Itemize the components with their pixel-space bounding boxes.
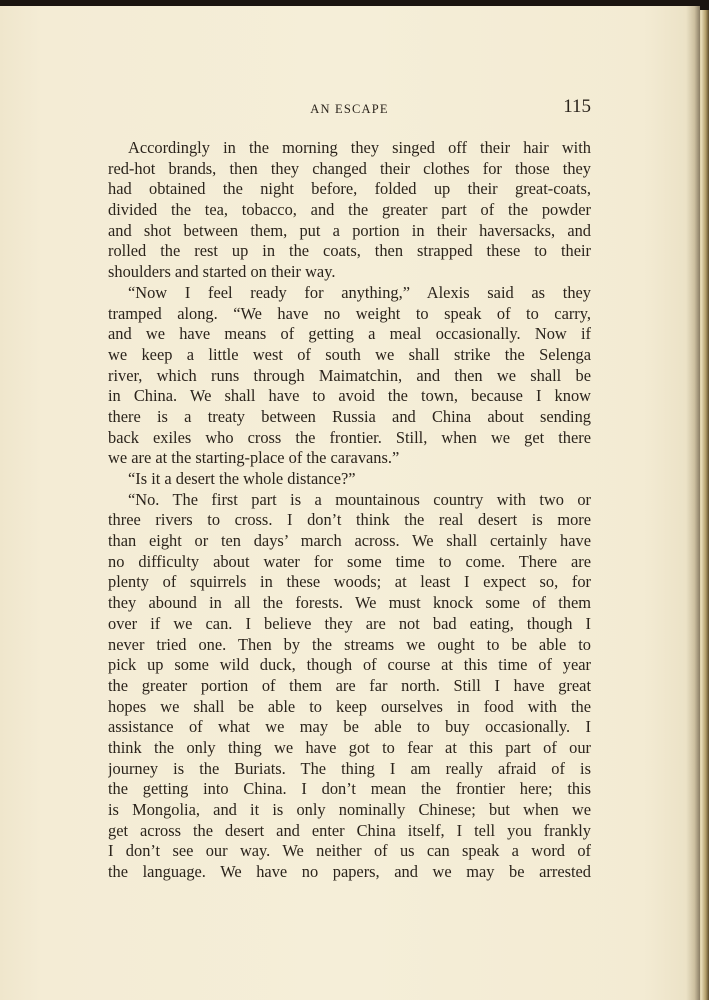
text-line: never tried one. Then by the streams we ought to be able to [108,634,591,654]
text-line: “Is it a desert the whole distance?” [128,469,356,488]
text-line: plenty of squirrels in these woods; at least I expect so, for [108,572,591,592]
text-line: in China. We shall have to avoid the town, because I know [108,386,591,406]
text-line: tramped along. “We have no weight to speak of to carry, [108,303,591,323]
text-line: the language. We have no papers, and we may be arrested [108,862,591,882]
text-line: no difficulty about water for some time to come. There are [108,551,591,571]
text-line: Accordingly in the morning they singed off their hair with [128,138,591,157]
text-line: back exiles who cross the frontier. Still, when we get there [108,427,591,447]
text-line: the getting into China. I don’t mean the frontier here; this [108,779,591,799]
text-line: and we have means of getting a meal occasionally. Now if [108,324,591,344]
page-number: 115 [563,96,591,117]
text-line: is Mongolia, and it is only nominally Chinese; but when we [108,800,591,819]
text-line: than eight or ten days’ march across. We shall certainly have [108,531,591,551]
text-line: there is a treaty between Russia and China about sending [108,406,591,426]
text-line: river, which runs through Maimatchin, and then we shall be [108,365,591,385]
page-header [108,94,591,124]
text-line: assistance of what we may be able to buy occasionally. I [108,717,591,737]
text-line: they abound in all the forests. We must knock some of them [108,593,591,613]
text-line: the greater portion of them are far north. Still I have great [108,675,591,695]
text-line: “No. The first part is a mountainous country with two or [128,489,591,509]
text-line: had obtained the night before, folded up their great-coats, [108,179,591,199]
book-page [0,6,700,1000]
text-line: we are at the starting-place of the caravans.” [108,448,400,468]
text-line: shoulders and started on their way. [108,262,336,282]
text-line: hopes we shall be able to keep ourselves in food with the [108,696,591,716]
text-line: get across the desert and enter China itself, I tell you frankly [108,820,591,840]
text-line: journey is the Buriats. The thing I am really afraid of is [108,758,591,778]
text-line: divided the tea, tobacco, and the greater part of the powder [108,200,591,220]
text-line: I don’t see our way. We neither of us can speak a word of [108,841,591,861]
text-line: and shot between them, put a portion in their haversacks, and [108,220,591,240]
text-line: three rivers to cross. I don’t think the real desert is more [108,510,591,530]
text-line: over if we can. I believe they are not bad eating, though I [108,613,591,633]
text-line: think the only thing we have got to fear at this part of our [108,737,591,757]
text-line: red-hot brands, then they changed their clothes for those they [108,158,591,178]
text-line: rolled the rest up in the coats, then strapped these to their [108,241,591,261]
text-line: we keep a little west of south we shall strike the Selenga [108,344,591,364]
text-line: pick up some wild duck, though of course at this time of year [108,655,591,675]
body-text [108,138,591,883]
text-line: “Now I feel ready for anything,” Alexis said as they [128,282,591,302]
running-head: AN ESCAPE [310,102,389,116]
